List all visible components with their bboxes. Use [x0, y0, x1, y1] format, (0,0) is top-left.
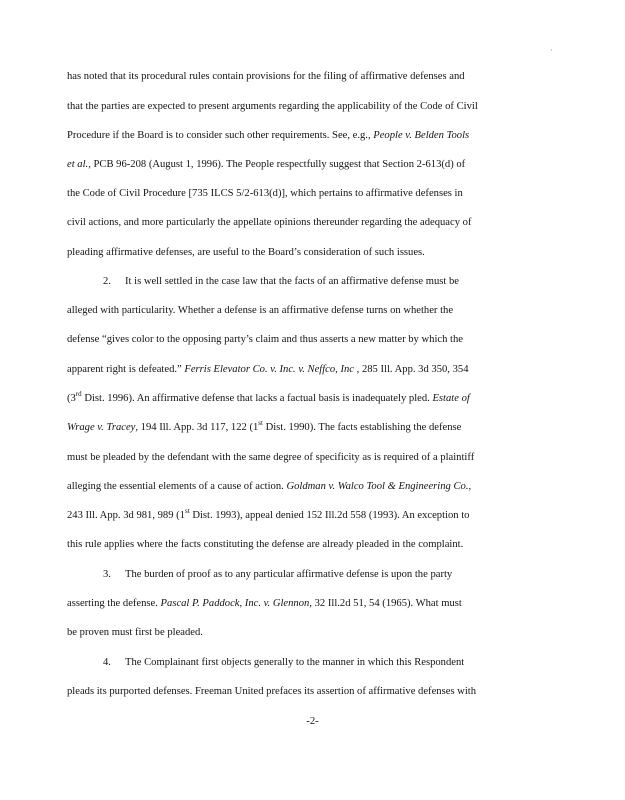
- text-line: has noted that its procedural rules contain provisions for the filing of affirmative defenses and: [67, 71, 465, 82]
- paragraph-3-first-line: 3. The burden of proof as to any particular affirmative defense is upon the party: [103, 569, 453, 580]
- text-line: asserting the defense. Pascal P. Paddock, Inc. v. Glennon, 32 Ill.2d 51, 54 (1965). What must: [67, 598, 462, 609]
- text-line: the Code of Civil Procedure [735 ILCS 5/2-613(d)], which pertains to affirmative defenses in: [67, 188, 463, 199]
- text-line: Wrage v. Tracey, 194 Ill. App. 3d 117, 122 (1st Dist. 1990). The facts establishing the defense: [67, 418, 462, 433]
- case-citation: Pascal P. Paddock, Inc. v. Glennon: [160, 598, 310, 609]
- text-line: pleads its purported defenses. Freeman United prefaces its assertion of affirmative defenses with: [67, 686, 477, 697]
- text-line: pleading affirmative defenses, are useful to the Board’s consideration of such issues.: [67, 247, 425, 258]
- text-line: must be pleaded by the defendant with the same degree of specificity as is required of a plaintiff: [67, 452, 475, 463]
- text-line: that the parties are expected to present arguments regarding the applicability of the Code of Civil: [67, 101, 478, 112]
- text-line: et al., PCB 96-208 (August 1, 1996). The People respectfully suggest that Section 2-613(d) of: [67, 159, 466, 170]
- paragraph-4-first-line: 4. The Complainant first objects generally to the manner in which this Respondent: [103, 657, 465, 668]
- text-line: 243 Ill. App. 3d 981, 989 (1st Dist. 1993), appeal denied 152 Ill.2d 558 (1993). An exception to: [67, 506, 470, 521]
- text-line: be proven must first be pleaded.: [67, 627, 203, 638]
- paragraph-number: 2.: [103, 276, 111, 287]
- paragraph-2-first-line: 2. It is well settled in the case law that the facts of an affirmative defense must be: [103, 276, 459, 287]
- case-citation: Wrage v. Tracey: [67, 422, 136, 433]
- text-line: alleged with particularity. Whether a defense is an affirmative defense turns on whether the: [67, 305, 454, 316]
- case-citation: Goldman v. Walco Tool & Engineering Co.: [286, 481, 469, 492]
- case-citation: People v. Belden Tools: [373, 130, 470, 141]
- case-citation: Ferris Elevator Co. v. Inc. v. Neffco, Inc: [184, 364, 355, 375]
- text-line: Procedure if the Board is to consider such other requirements. See, e.g., People v. Belden Tools: [67, 130, 470, 141]
- case-citation: Estate of: [432, 393, 470, 404]
- corner-mark: ·: [550, 46, 553, 55]
- paragraph-number: 4.: [103, 657, 111, 668]
- text-line: defense “gives color to the opposing party’s claim and thus asserts a new matter by which the: [67, 334, 463, 345]
- page-number: -2-: [306, 716, 319, 727]
- paragraph-number: 3.: [103, 569, 111, 580]
- text-line: this rule applies where the facts constituting the defense are already pleaded in the complaint.: [67, 539, 464, 550]
- text-line: apparent right is defeated.” Ferris Elevator Co. v. Inc. v. Neffco, Inc , 285 Ill. App. 3d 350, 354: [67, 364, 469, 375]
- case-citation: et al.: [67, 159, 89, 170]
- text-line: (3rd Dist. 1996). An affirmative defense that lacks a factual basis is inadequately pled. Estate of: [67, 389, 470, 404]
- text-line: alleging the essential elements of a cause of action. Goldman v. Walco Tool & Engineering Co.,: [67, 481, 472, 492]
- text-line: civil actions, and more particularly the appellate opinions thereunder regarding the adequacy of: [67, 217, 472, 228]
